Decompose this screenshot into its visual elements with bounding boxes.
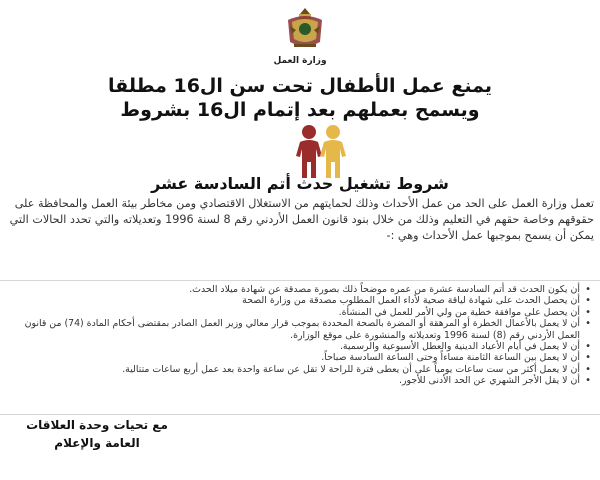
footer-line-1: مع تحيات وحدة العلاقات [26, 418, 168, 432]
footer-line-2: العامة والإعلام [54, 436, 140, 450]
child-left-icon [296, 125, 322, 178]
divider-top [0, 280, 600, 281]
headline-line-1: يمنع عمل الأطفال تحت سن ال16 مطلقا [108, 75, 492, 97]
list-item: • أن يكون الحدث قد أتم السادسة عشرة من عمره موضحاً ذلك بصورة مصدقة عن شهادة ميلاد الحدث. [14, 284, 592, 295]
divider-bottom [0, 414, 600, 415]
conditions-list [14, 284, 592, 387]
list-item: • أن لا يعمل في أيام الأعياد الدينية والعطل الأسبوعية والرسمية. [14, 341, 592, 352]
child-right-icon [320, 125, 346, 178]
ministry-name: وزارة العمل [273, 56, 327, 66]
intro-paragraph: تعمل وزارة العمل على الحد من عمل الأحداث وذلك لحمايتهم من الاستغلال الاقتصادي ومن مخاطر بيئة العمل والمحافظة على حقوقهم وخاصة حقهم في التعليم وذلك من خلال بنود قانون العمل الأردني رقم 8 لسنة 1996 وتعديلاته والتي تحدد الحالات التي يمكن أن يسمح بموجبها عمل الأحداث وهي :- [9, 197, 594, 242]
coat-of-arms-icon [282, 6, 328, 52]
headline [0, 74, 600, 122]
list-item: • أن لا يقل الأجر الشهري عن الحد الأدنى للأجور. [14, 375, 592, 386]
list-item: • أن لا يعمل بالأعمال الخطرة أو المرهقة أو المضرة بالصحة المحددة بموجب قرار معالي وزير العمل الصادر بمقتضى أحكام المادة (74) من قانون العمل الأردني رقم (8) لسنة 1996 وتعديلاته والمنشورة على موقع الوزارة. [14, 318, 592, 341]
list-item: • أن لا يعمل بين الساعة الثامنة مساءاً وحتى الساعة السادسة صباحاً. [14, 352, 592, 363]
list-item: • أن لا يعمل أكثر من ست ساعات يومياً على أن يعطى فترة للراحة لا تقل عن ساعة واحدة بعد عمل أربع ساعات متتالية. [14, 364, 592, 375]
list-item: • أن يحصل الحدث على شهادة لياقة صحية لأداء العمل المطلوب مصدقة من وزارة الصحة [14, 295, 592, 306]
headline-line-2: ويسمح بعملهم بعد إتمام ال16 بشروط [120, 99, 480, 121]
footer-signature [12, 416, 182, 452]
list-item: • أن يحصل على موافقة خطية من ولي الأمر للعمل في المنشأة. [14, 307, 592, 318]
subtitle: شروط تشغيل حدث أتم السادسة عشر [151, 174, 449, 193]
